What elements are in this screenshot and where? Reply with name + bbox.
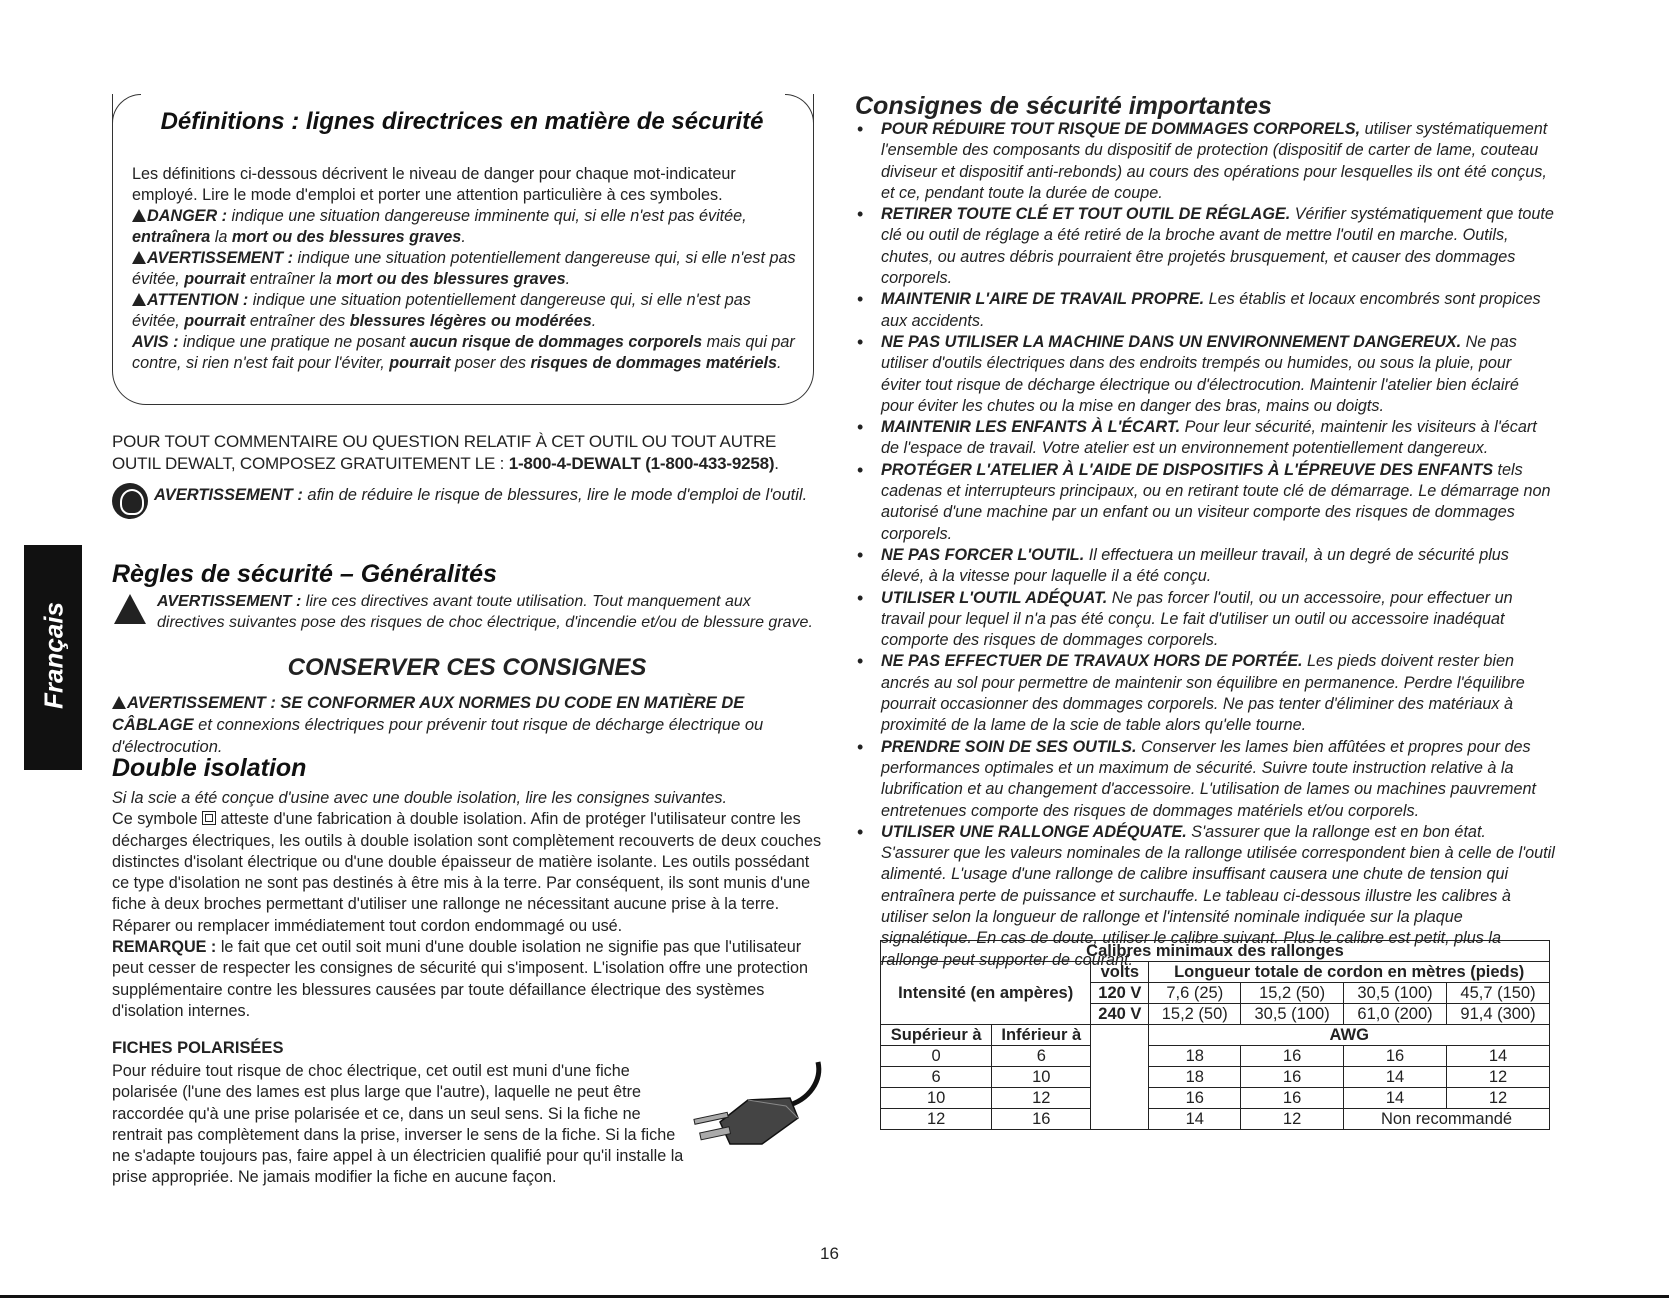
table-cell: 45,7 (150): [1447, 983, 1550, 1004]
volts-240: 240 V: [1091, 1004, 1149, 1025]
double-insulation-heading: Double isolation: [112, 754, 307, 782]
wiring-code-warning: AVERTISSEMENT : SE CONFORMER AUX NORMES DU CODE EN MATIÈRE DE CÂBLAGE et connexions électriques pour prévenir tout risque de décharge électrique ou d'électrocution.: [112, 694, 764, 756]
polarized-plug-illustration: [690, 1060, 830, 1150]
safety-bullet-item: • NE PAS UTILISER LA MACHINE DANS UN ENVIRONNEMENT DANGEREUX. Ne pas utiliser d'outils électriques dans des endroits trempés ou humides, ou sous la pluie, pour éviter tout risque de décharge électrique ou d'électrocution. Maintenir l'atelier bien éclairé pour éviter les chutes ou la mise en danger des bras, mains ou doigts.: [855, 332, 1555, 417]
warning-triangle-icon: [112, 696, 126, 709]
intensity-header: Intensité (en ampères): [881, 962, 1091, 1025]
table-cell: 30,5 (100): [1241, 1004, 1344, 1025]
warning-triangle-icon: [132, 209, 146, 222]
caution-definition: ATTENTION : indique une situation potentiellement dangereuse qui, si elle n'est pas évitée, pourrait entraîner des blessures légères ou modérées.: [132, 291, 751, 330]
double-insulation-body: [112, 788, 822, 1022]
table-cell: 30,5 (100): [1344, 983, 1447, 1004]
definitions-intro: Les définitions ci-dessous décrivent le niveau de danger pour chaque mot-indicateur employé. Lire le mode d'emploi et porter une attention particulière à ces symboles.: [132, 165, 736, 204]
extension-cord-table: [880, 940, 1550, 1130]
superior-header: Supérieur à: [881, 1025, 992, 1046]
warning-triangle-icon: [132, 251, 146, 264]
danger-definition: DANGER : indique une situation dangereuse imminente qui, si elle n'est pas évitée, entraînera la mort ou des blessures graves.: [132, 207, 747, 246]
volts-120: 120 V: [1091, 983, 1149, 1004]
safety-bullet-item: • PRENDRE SOIN DE SES OUTILS. Conserver les lames bien affûtées et propres pour des performances optimales et un maximum de sécurité. Suivre toute instruction relative à la lubrification et au changement d'accessoire. L'utilisation de lames ou machines pauvrement entretenues comporte des risques de dommages matériels et/ou corporels.: [855, 737, 1555, 822]
safety-bullet-item: • NE PAS FORCER L'OUTIL. Il effectuera un meilleur travail, à un degré de sécurité plus élevé, à la vitesse pour laquelle il a été conçu.: [855, 545, 1555, 588]
table-row: 10 12 16 16 14 12: [881, 1088, 1550, 1109]
safety-bullet-item: • PROTÉGER L'ATELIER À L'AIDE DE DISPOSITIFS À L'ÉPREUVE DES ENFANTS tels cadenas et interrupteurs principaux, ou en retirant toute clé de démarrage. Le démarrage non autorisé d'une machine par un enfant ou un visiteur comporte des risques de dommages corporels.: [855, 460, 1555, 545]
warning-definition: AVERTISSEMENT : indique une situation potentiellement dangereuse qui, si elle n'est pas évitée, pourrait entraîner la mort ou des blessures graves.: [132, 249, 796, 288]
read-manual-warning: AVERTISSEMENT : afin de réduire le risque de blessures, lire le mode d'emploi de l'outil.: [154, 486, 808, 504]
safety-bullet-item: • NE PAS EFFECTUER DE TRAVAUX HORS DE PORTÉE. Les pieds doivent rester bien ancrés au sol pour permettre de maintenir son équilibre en permanence. Perdre l'équilibre pourrait occasionner des dommages corporels. Ne pas tenter d'éliminer des matériaux à proximité de la lame de la scie de table alors qu'elle tourne.: [855, 651, 1555, 736]
save-instructions-heading: CONSERVER CES CONSIGNES: [287, 654, 647, 681]
safety-bullet-list: [855, 119, 1555, 971]
table-row: 12 16 14 12 Non recommandé: [881, 1109, 1550, 1130]
table-cell: 91,4 (300): [1447, 1004, 1550, 1025]
phone-number: 1-800-4-DEWALT (1-800-433-9258): [508, 454, 775, 473]
double-insulation-symbol-icon: [202, 811, 216, 825]
volts-header: volts: [1091, 962, 1149, 983]
table-row: 0 6 18 16 16 14: [881, 1046, 1550, 1067]
safety-bullet-item: • POUR RÉDUIRE TOUT RISQUE DE DOMMAGES CORPORELS, utiliser systématiquement l'ensemble des composants du dispositif de protection (dispositif de carter de lame, couteau diviseur et dispositif anti-rebonds) au cours des opérations pour lesquelles ils ont été conçus, et ce, pendant toute la durée de coupe.: [855, 119, 1555, 204]
table-row: 6 10 18 16 14 12: [881, 1067, 1550, 1088]
bottom-rule: [0, 1295, 1669, 1298]
page-number: 16: [820, 1244, 839, 1263]
safety-bullet-item: • MAINTENIR LES ENFANTS À L'ÉCART. Pour leur sécurité, maintenir les visiteurs à l'écart de l'espace de travail. Votre atelier est un environnement potentiellement dangereux.: [855, 417, 1555, 460]
table-cell: 15,2 (50): [1149, 1004, 1241, 1025]
double-insulation-intro: Si la scie a été conçue d'usine avec une double isolation, lire les consignes suivantes.: [112, 789, 727, 807]
polarized-plugs-text: Pour réduire tout risque de choc électrique, cet outil est muni d'une fiche polarisée (l'une des lames est plus large que l'autre), laquelle ne peut être raccordée qu'à une prise polarisée et ce, dans un seul sens. Si la fiche ne rentrait pas complètement dans la prise, inverser le sens de la fiche. Si la fiche ne s'adapte toujours pas, faire appel à un électricien qualifié pour qu'il installe la prise appropriée. Ne jamais modifier la fiche en aucune façon.: [112, 1062, 684, 1187]
table-cell: 15,2 (50): [1241, 983, 1344, 1004]
table-title: Calibres minimaux des rallonges: [881, 941, 1550, 962]
warning-triangle-icon: [114, 594, 146, 624]
table-cell: 61,0 (200): [1344, 1004, 1447, 1025]
safety-bullet-item: • MAINTENIR L'AIRE DE TRAVAIL PROPRE. Les établis et locaux encombrés sont propices aux accidents.: [855, 289, 1555, 332]
empty-cell: [1091, 1025, 1149, 1130]
general-rules-warning: AVERTISSEMENT : lire ces directives avant toute utilisation. Tout manquement aux directives suivantes pose des risques de choc électrique, d'incendie et/ou de blessure grave.: [157, 593, 813, 631]
safety-bullet-item: • UTILISER L'OUTIL ADÉQUAT. Ne pas forcer l'outil, ou un accessoire, pour effectuer un travail pour lequel il n'a pas été conçu. Le fait d'utiliser un outil ou accessoire inadéquat comporte des risques de dommages corporels.: [855, 588, 1555, 652]
safety-bullet-item: • UTILISER UNE RALLONGE ADÉQUATE. S'assurer que la rallonge est en bon état. S'assurer que les valeurs nominales de la rallonge utilisée correspondent bien à celle de l'outil alimenté. L'usage d'une rallonge de calibre insuffisant causera une chute de tension qui entraînera perte de puissance et surchauffe. Le tableau ci-dessous illustre les calibres à utiliser selon la longueur de rallonge et l'intensité nominale indiquée sur la plaque signalétique. En cas de doute, utiliser le calibre suivant. Plus le calibre est petit, plus la rallonge peut supporter de courant.: [855, 822, 1555, 971]
definitions-body: [132, 164, 800, 374]
comment-paragraph: POUR TOUT COMMENTAIRE OU QUESTION RELATIF À CET OUTIL OU TOUT AUTRE OUTIL DEWALT, COMPOSEZ GRATUITEMENT LE : 1-800-4-DEWALT (1-800-433-9258).: [112, 432, 779, 473]
polarized-plugs-heading: FICHES POLARISÉES: [112, 1039, 284, 1057]
table-cell: 7,6 (25): [1149, 983, 1241, 1004]
awg-header: AWG: [1149, 1025, 1550, 1046]
warning-triangle-icon: [132, 293, 146, 306]
length-header: Longueur totale de cordon en mètres (pieds): [1149, 962, 1550, 983]
safety-bullet-item: • RETIRER TOUTE CLÉ ET TOUT OUTIL DE RÉGLAGE. Vérifier systématiquement que toute clé ou outil de réglage a été retiré de la broche avant de mettre l'outil en marche. Outils, chutes, ou autres débris pourraient être projetés brusquement, et causer des dommages corporels.: [855, 204, 1555, 289]
notice-definition: AVIS : indique une pratique ne posant aucun risque de dommages corporels mais qui par contre, si rien n'est fait pour l'éviter, pourrait poser des risques de dommages matériels.: [132, 333, 795, 372]
general-rules-heading: Règles de sécurité – Généralités: [112, 560, 497, 588]
inferior-header: Inférieur à: [992, 1025, 1091, 1046]
definitions-title: Définitions : lignes directrices en matière de sécurité: [160, 108, 764, 135]
important-safety-heading: Consignes de sécurité importantes: [855, 92, 1272, 120]
double-insulation-paragraph: Ce symbole atteste d'une fabrication à double isolation. Afin de protéger l'utilisateur contre les décharges électriques, les outils à double isolation sont complètement recouverts de deux couches distinctes d'isolant électrique ou d'une double épaisseur de matière isolante. Les outils possédant ce type d'isolation ne sont pas destinés à être mis à la terre. Par conséquent, ils sont munis d'une fiche à deux broches permettant d'utiliser une rallonge ne nécessitant aucune prise à la terre. Réparer ou remplacer immédiatement tout cordon endommagé ou usé.: [112, 810, 822, 935]
remarque-paragraph: REMARQUE : le fait que cet outil soit muni d'une double isolation ne signifie pas que l'utilisateur peut cesser de respecter les consignes de sécurité qui s'imposent. L'isolation offre une protection supplémentaire contre les blessures causées par toute défaillance électrique des systèmes d'isolation internes.: [112, 938, 809, 1020]
language-tab: Français: [24, 545, 82, 770]
